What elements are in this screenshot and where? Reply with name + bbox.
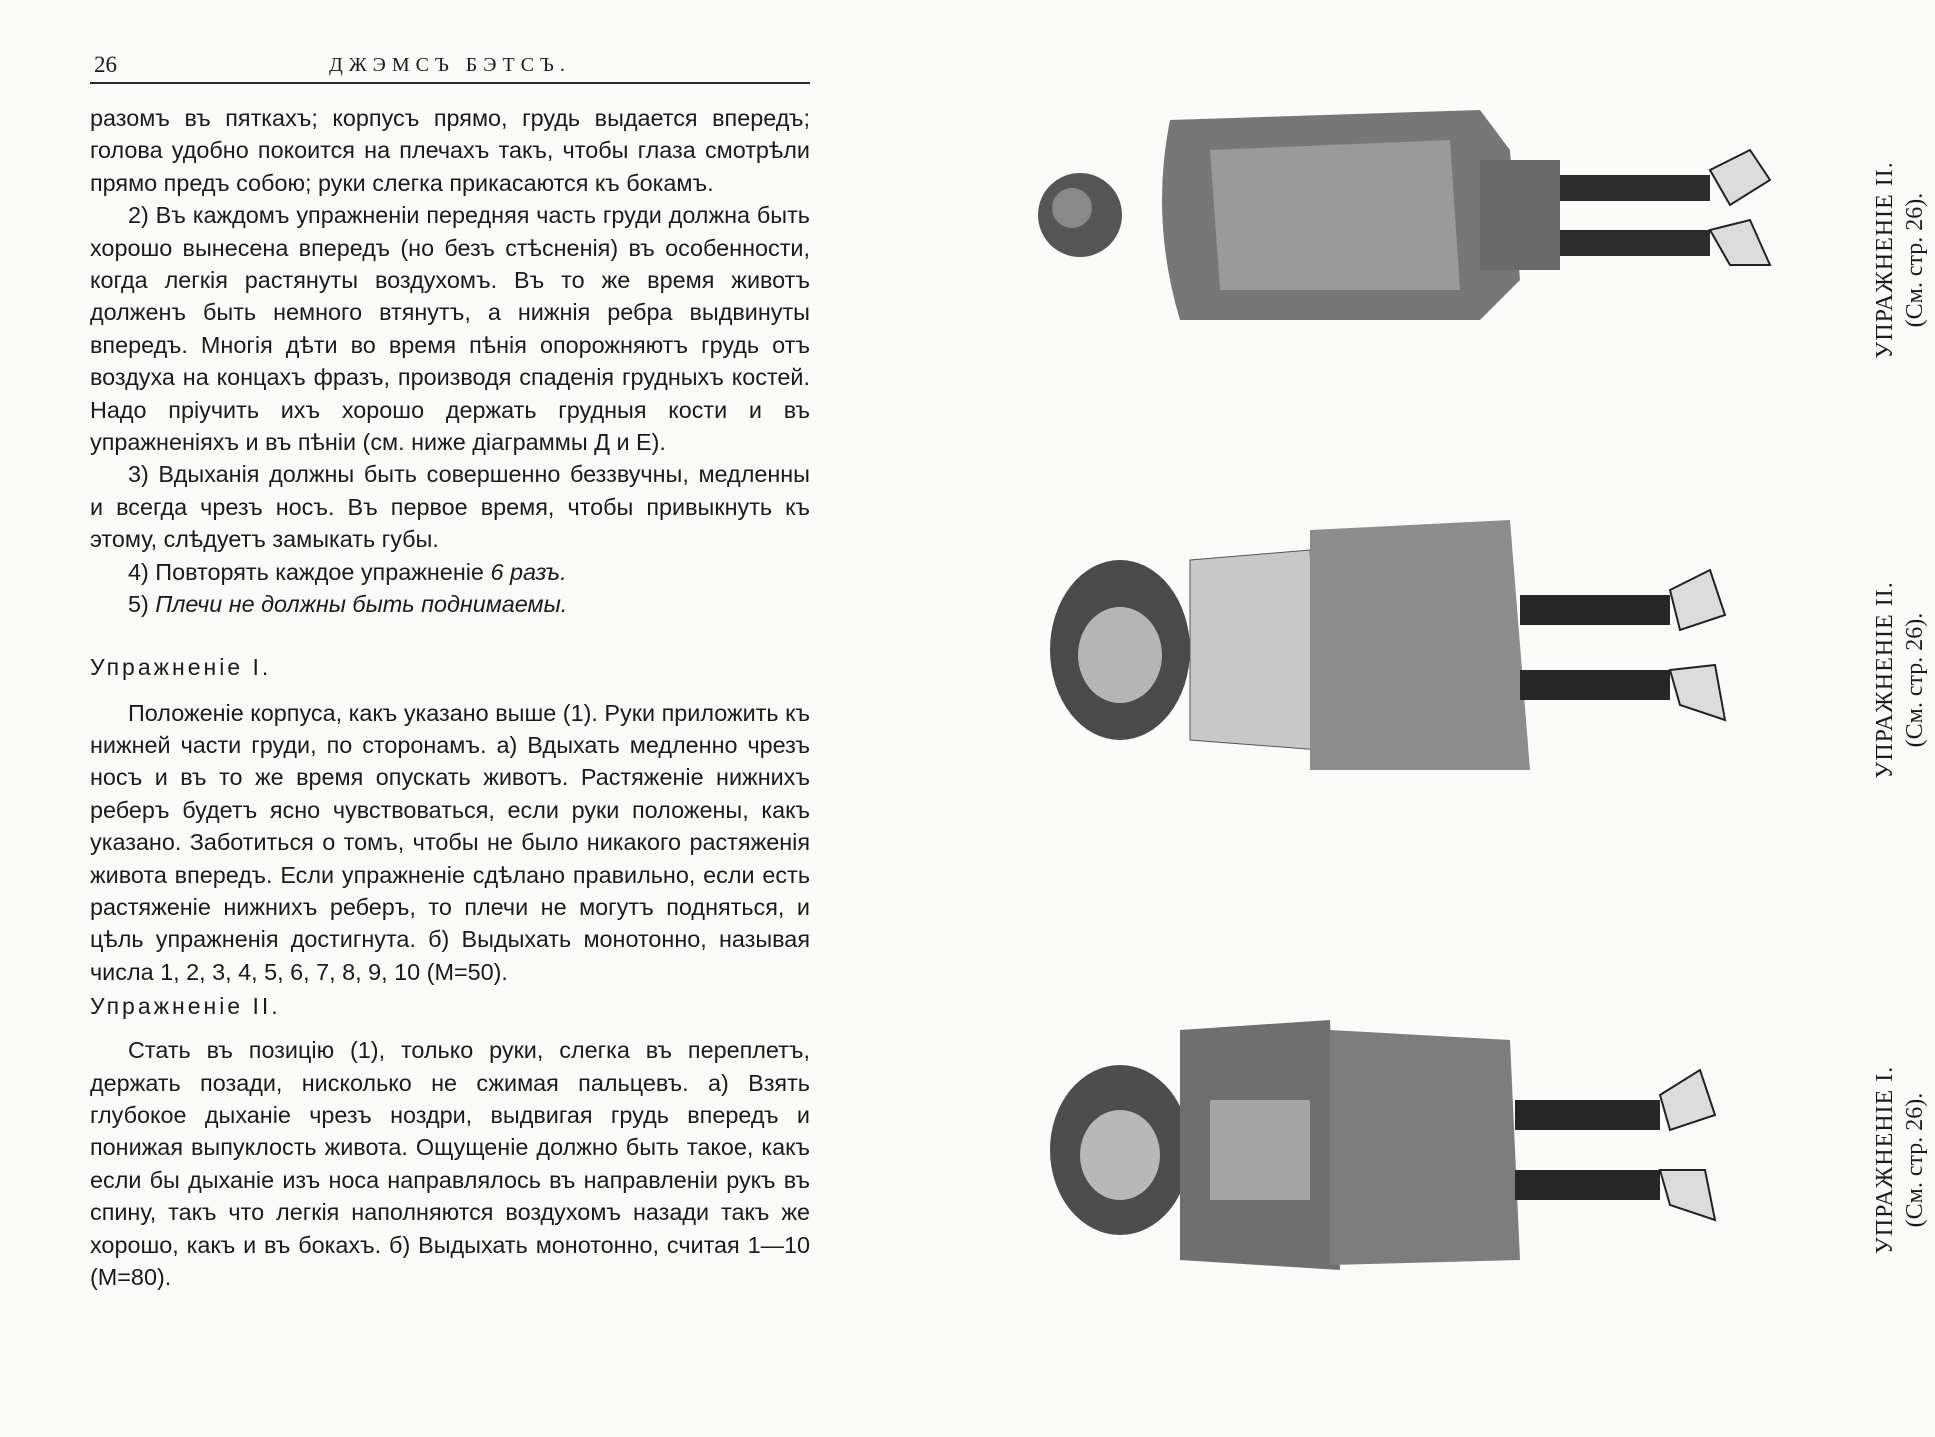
leg-upper xyxy=(1520,595,1670,625)
figure-exercise-1 xyxy=(990,1010,1928,1310)
shoe-upper xyxy=(1670,570,1725,630)
paragraph-intro: разомъ въ пяткахъ; корпусъ прямо, грудь выдается впередъ; голова удобно покоится на плечахъ такъ, чтобы глаза смотрѣли прямо предъ собою; руки слегка прикасаются къ бокамъ. xyxy=(90,105,810,196)
caption-ref-2: (См. стр. 26). xyxy=(1902,612,1928,748)
rule-5-emphasis: Плечи не должны быть поднимаемы. xyxy=(155,591,568,618)
running-title: ДЖЭМСЪ БЭТСЪ. xyxy=(329,54,571,76)
paragraph-rule-3: 3) Вдыханія должны быть совершенно беззвучны, медленны и всегда чрезъ носъ. Въ первое время, чтобы привыкнуть къ этому, слѣдуетъ замыкать губы. xyxy=(90,461,810,553)
left-page xyxy=(90,48,810,1293)
rule-5-text: 5) xyxy=(128,591,156,618)
shoe-lower xyxy=(1660,1170,1715,1220)
figure-caption-1 xyxy=(1870,90,1935,430)
caption-title-2: УПРАЖНЕНІЕ II. xyxy=(1872,581,1898,779)
page-number: 26 xyxy=(94,52,117,77)
figure-caption-2 xyxy=(1870,510,1935,850)
skirt-shape xyxy=(1310,520,1530,770)
skirt-shape xyxy=(1330,1030,1520,1265)
exercise-1-heading: Упражненіе I. xyxy=(90,653,272,680)
skirt-shape xyxy=(1480,160,1560,270)
leg-upper xyxy=(1560,175,1710,201)
figure-exercise-2b xyxy=(990,520,1928,820)
caption-ref-3: (См. стр. 26). xyxy=(1902,1092,1928,1228)
shoe-upper xyxy=(1660,1070,1715,1130)
shoe-lower xyxy=(1670,665,1725,720)
leg-lower xyxy=(1515,1170,1660,1200)
blouse-shape xyxy=(1190,550,1320,750)
arms-crossed-shape xyxy=(1210,1100,1310,1200)
paragraph-rule-4 xyxy=(90,556,810,588)
caption-ref-1: (См. стр. 26). xyxy=(1902,192,1928,328)
face-shape xyxy=(1052,188,1092,228)
exercise-2-heading: Упражненіе II. xyxy=(90,993,281,1020)
girl-illustration-3 xyxy=(1010,1010,1830,1280)
page-header xyxy=(90,48,810,84)
figure-caption-3 xyxy=(1870,990,1935,1330)
girl-illustration-2 xyxy=(1010,520,1830,780)
leg-lower xyxy=(1560,230,1710,256)
figure-exercise-2a xyxy=(990,90,1928,390)
girl-illustration-1 xyxy=(1010,90,1830,340)
face-shape xyxy=(1078,607,1162,703)
shoe-lower xyxy=(1710,220,1770,265)
rule-4-emphasis: 6 разъ. xyxy=(490,558,567,585)
exercise-1-text: Положеніе корпуса, какъ указано выше (1). Руки приложить къ нижней части груди, по сторонамъ. а) Вдыхать медленно чрезъ носъ и въ то же время опускать животъ. Растяженіе нижнихъ реберъ будетъ ясно чувствоваться, если руки положены, какъ указано. Заботиться о томъ, чтобы не было никакого растяженія живота впередъ. Если упражненіе сдѣлано правильно, если есть растяженіе нижнихъ реберъ, то плечи не могутъ подняться, и цѣль упражненія достигнута. б) Выдыхать монотонно, называя числа 1, 2, 3, 4, 5, 6, 7, 8, 9, 10 (M=50). xyxy=(90,699,810,985)
shoe-upper xyxy=(1710,150,1770,205)
caption-title-1: УПРАЖНЕНІЕ II. xyxy=(1872,161,1898,359)
caption-title-3: УПРАЖНЕНІЕ I. xyxy=(1872,1065,1898,1255)
body-text xyxy=(90,102,810,1293)
leg-lower xyxy=(1520,670,1670,700)
right-page xyxy=(990,0,1935,1437)
paragraph-rule-2: 2) Въ каждомъ упражненіи передняя часть груди должна быть хорошо вынесена впередъ (но безъ стѣсненія) въ особенности, когда легкія растянуты воздухомъ. Въ то же время животъ долженъ быть немного втянутъ, а нижнія ребра выдвинуты впередъ. Многія дѣти во время пѣнія опорожняютъ грудь отъ воздуха на концахъ фразъ, производя спаденія грудныхъ костей. Надо пріучить ихъ хорошо держать грудныя кости и въ упражненіяхъ и въ пѣніи (см. ниже діаграммы Д и Е). xyxy=(90,202,810,456)
paragraph-rule-5 xyxy=(90,588,810,620)
leg-upper xyxy=(1515,1100,1660,1130)
face-shape xyxy=(1080,1110,1160,1200)
exercise-2-text: Стать въ позицію (1), только руки, слегка въ переплетъ, держать позади, нисколько не сжимая пальцевъ. а) Взять глубокое дыханіе чрезъ ноздри, выдвигая грудь впередъ и понижая выпуклость живота. Ощущеніе должно быть такое, какъ если бы дыханіе изъ носа направлялось въ направленіи рукъ въ спину, такъ что легкія наполняются воздухомъ назади такъ же хорошо, какъ и въ бокахъ. б) Выдыхать монотонно, считая 1—10 (M=80). xyxy=(90,1037,810,1290)
blouse-shape xyxy=(1210,140,1460,290)
rule-4-text: 4) Повторять каждое упражненіе xyxy=(128,558,491,585)
